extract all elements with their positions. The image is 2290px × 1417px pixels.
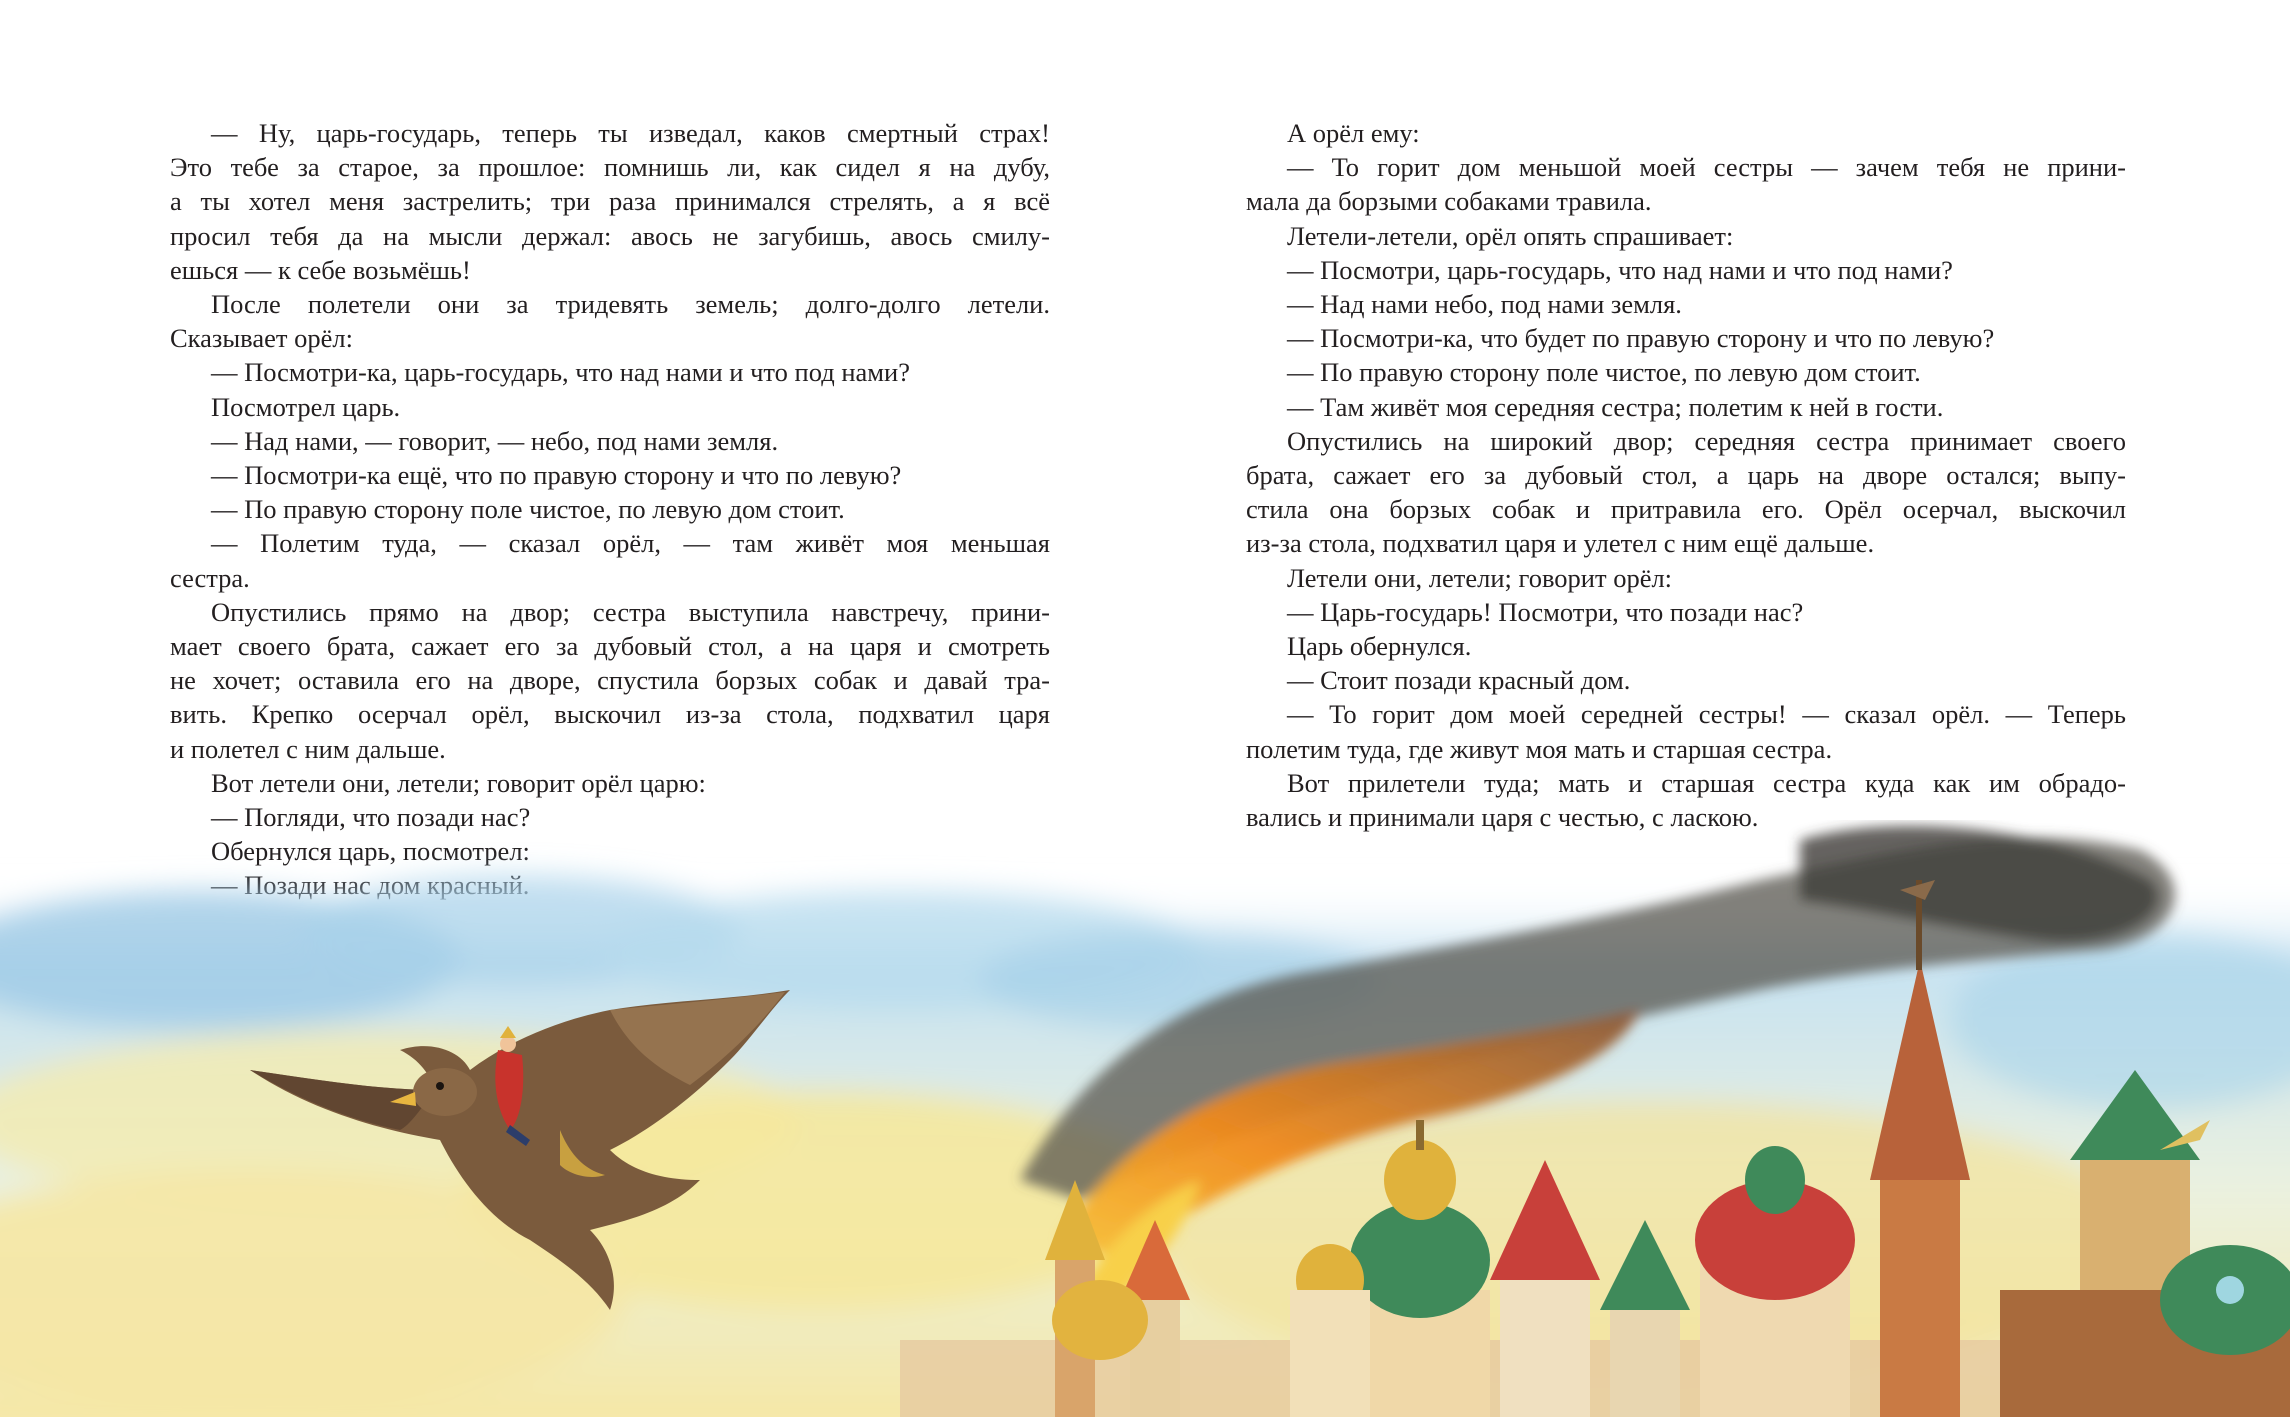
right_column-line: из-за стола, подхватил царя и улетел с ним ещё дальше.	[1246, 528, 1875, 559]
left_column-line: — Погляди, что позади нас?	[211, 802, 531, 833]
left_column-line: Обернулся царь, посмотрел:	[211, 836, 530, 867]
right_column-line: Вот прилетели туда; мать и старшая сестра куда как им обрадо-	[1287, 767, 2126, 798]
left_column-line: — Посмотри-ка, царь-государь, что над нами и что под нами?	[211, 357, 910, 388]
left_column-line: просил тебя да на мысли держал: авось не загубишь, авось смилу-	[170, 220, 1050, 251]
left_column-line: Это тебе за старое, за прошлое: помнишь ли, как сидел я на дубу,	[170, 152, 1050, 183]
right_column-line: мала да борзыми собаками травила.	[1246, 186, 1652, 217]
left_column-line: — Посмотри-ка ещё, что по правую сторону и что по левую?	[211, 460, 902, 491]
right_column-line: — Царь-государь! Посмотри, что позади нас?	[1287, 596, 1804, 627]
right_column-line: Летели-летели, орёл опять спрашивает:	[1287, 220, 1734, 251]
left_column-line: — По правую сторону поле чистое, по левую дом стоит.	[211, 494, 845, 525]
left_column-line: — Над нами, — говорит, — небо, под нами земля.	[211, 425, 779, 456]
right_column-line: полетим туда, где живут моя мать и старшая сестра.	[1246, 733, 1833, 764]
left-page-text	[170, 116, 1050, 903]
right_column-line: вались и принимали царя с честью, с ласкою.	[1246, 802, 1759, 833]
right_column-line: — Стоит позади красный дом.	[1287, 665, 1631, 696]
left_column-line: ешься — к себе возьмёшь!	[170, 254, 471, 285]
left_column-line: мает своего брата, сажает его за дубовый стол, а на царя и смотреть	[170, 631, 1050, 662]
left_column-line: — Ну, царь-государь, теперь ты изведал, каков смертный страх!	[211, 118, 1050, 148]
right_column-line: стила она борзых собак и притравила его. Орёл осерчал, выскочил	[1246, 494, 2126, 525]
right_column-line: — Над нами небо, под нами земля.	[1287, 289, 1682, 320]
right_column-line: — По правую сторону поле чистое, по левую дом стоит.	[1287, 357, 1921, 388]
right_column-line: брата, сажает его за дубовый стол, а царь на дворе остался; выпу-	[1246, 460, 2126, 491]
left_column-line: вить. Крепко осерчал орёл, выскочил из-за стола, подхватил царя	[170, 699, 1050, 730]
right_column-line: Царь обернулся.	[1287, 631, 1472, 662]
left_column-line: После полетели они за тридевять земель; долго-долго летели.	[211, 289, 1050, 320]
left_column-line: Сказывает орёл:	[170, 323, 353, 354]
eagle-city-watercolor-icon	[0, 820, 2290, 1417]
right_column-line: Опустились на широкий двор; середняя сестра принимает своего	[1287, 425, 2126, 456]
right_column-line: — Посмотри-ка, что будет по правую сторону и что по левую?	[1287, 323, 1995, 354]
left_column-line: Опустились прямо на двор; сестра выступила навстречу, прини-	[211, 596, 1050, 627]
right-page-text	[1246, 116, 2126, 834]
left_column-line: Вот летели они, летели; говорит орёл царю:	[211, 767, 706, 798]
right_column-line: — То горит дом меньшой моей сестры — зачем тебя не прини-	[1287, 152, 2126, 183]
left_column-line: и полетел с ним дальше.	[170, 733, 446, 764]
right_column-line: — Посмотри, царь-государь, что над нами и что под нами?	[1287, 254, 1953, 285]
left_column-line: не хочет; оставила его на дворе, спустила борзых собак и давай тра-	[170, 665, 1050, 696]
left_column-line: а ты хотел меня застрелить; три раза принимался стрелять, а я всё	[170, 186, 1050, 217]
left_column-line: — Полетим туда, — сказал орёл, — там живёт моя меньшая	[211, 528, 1050, 559]
left_column-line: сестра.	[170, 562, 250, 593]
right_column-line: — То горит дом моей середней сестры! — сказал орёл. — Теперь	[1287, 699, 2126, 730]
right_column-line: — Там живёт моя середняя сестра; полетим к ней в гости.	[1287, 391, 1944, 422]
left_column-line: Посмотрел царь.	[211, 391, 401, 422]
right_column-line: Летели они, летели; говорит орёл:	[1287, 562, 1673, 593]
right_column-line: А орёл ему:	[1287, 118, 1420, 148]
